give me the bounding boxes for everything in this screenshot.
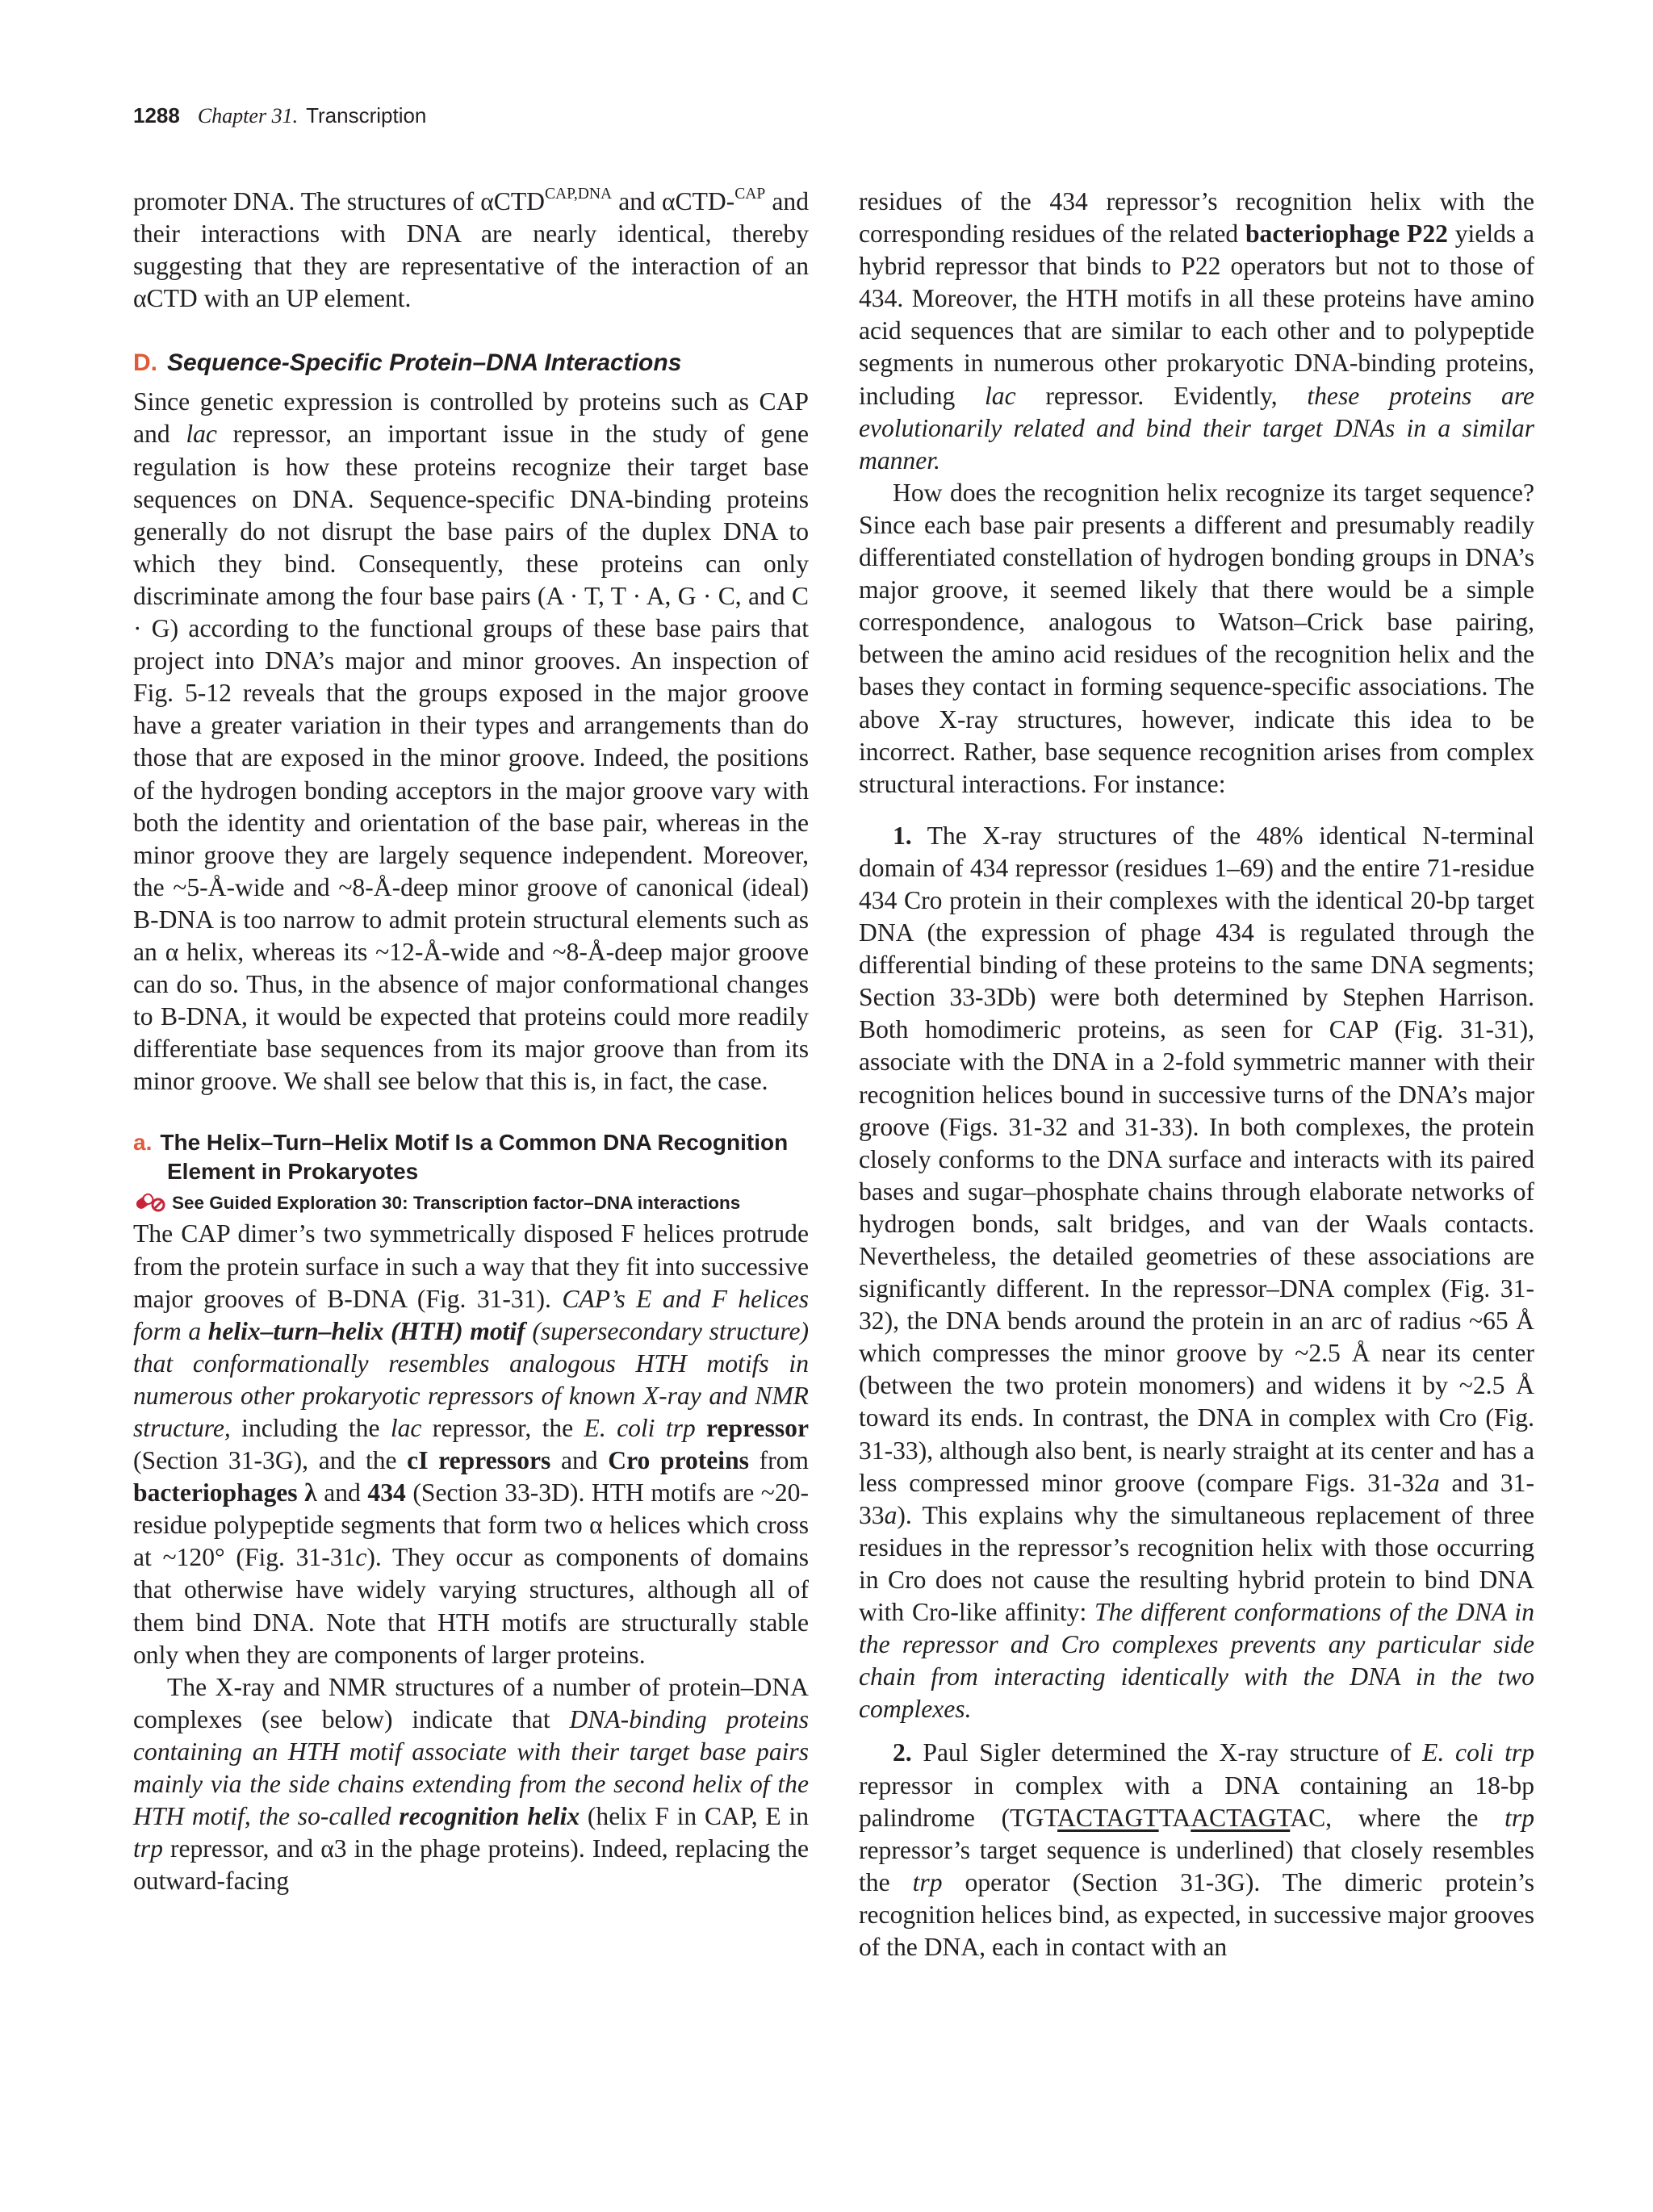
left-column: [133, 186, 809, 1897]
paragraph-recognition-helix: The X-ray and NMR structures of a number of protein–DNA complexes (see below) indicate that DNA-binding proteins containing an HTH motif associate with their target base pairs mainly via the side chains extending from the second helix of the HTH motif, the so-called recognition helix (helix F in CAP, E in trp repressor, and α3 in the phage proteins). Indeed, replacing the outward-facing: [133, 1672, 809, 1896]
chapter-label: Chapter 31.: [197, 104, 299, 128]
paragraph-intro: promoter DNA. The structures of αCTD$^{CAP,DNA}$ and αCTD-$^{CAP}$ and their interactions with DNA are nearly identical, thereby suggesting that they are representative of the interaction of an αCTD with an UP element.: [133, 186, 809, 313]
subsection-heading-a: a. The Helix–Turn–Helix Motif Is a Common DNA Recognition Element in Prokaryotes: [133, 1130, 789, 1185]
guided-exploration-icon: [133, 1190, 165, 1214]
paragraph-sequence-specific: Since genetic expression is controlled by proteins such as CAP and lac repressor, an important issue in the study of gene regulation is how these proteins recognize their target base sequences on DNA. Sequence-specific DNA-binding proteins generally do not disrupt the base pairs of the duplex DNA to which they bind. Consequently, these proteins can only discriminate among the four base pairs (A · T, T · A, G · C, and C · G) according to the functional groups of these base pairs that project into DNA’s major and minor grooves. An inspection of Fig. 5-12 reveals that the groups exposed in the major groove have a greater variation in their types and arrangements than do those that are exposed in the minor groove. Indeed, the positions of the hydrogen bonding acceptors in the major groove vary with both the identity and orientation of the base pair, whereas in the minor groove they are largely sequence independent. Moreover, the ~5-Å-wide and ~8-Å-deep minor groove of canonical (ideal) B-DNA is too narrow to admit protein structural elements such as an α helix, whereas its ~12-Å-wide and ~8-Å-deep major groove can do so. Thus, in the absence of major conformational changes to B-DNA, it would be expected that proteins could more readily differentiate base sequences from its major groove than from its minor groove. We shall see below that this is, in fact, the case.: [133, 387, 809, 1096]
guided-exploration-link[interactable]: See Guided Exploration 30: Transcription factor–DNA interactions: [133, 1190, 809, 1216]
section-heading-d: D. Sequence-Specific Protein–DNA Interactions: [133, 349, 682, 377]
list-item-1: 1. The X-ray structures of the 48% identical N-terminal domain of 434 repressor (residues 1–69) and the entire 71-residue 434 Cro protein in their complexes with the identical 20-bp target DNA (the expression of phage 434 is regulated through the differential binding of these proteins to the same DNA segments; Section 33-3Db) were both determined by Stephen Harrison. Both homodimeric proteins, as seen for CAP (Fig. 31-31), associate with the DNA in a 2-fold symmetric manner with their recognition helices bound in successive turns of the DNA’s major groove (Figs. 31-32 and 31-33). In both complexes, the protein closely conforms to the DNA surface and interacts with its paired bases and sugar–phosphate chains through elaborate networks of hydrogen bonds, salt bridges, and van der Waals contacts. Nevertheless, the detailed geometries of these associations are significantly different. In the repressor–DNA complex (Fig. 31-32), the DNA bends around the protein in an arc of radius ~65 Å which compresses the minor groove by ~2.5 Å near its center (between the two protein monomers) and widens it by ~2.5 Å toward its ends. In contrast, the DNA in complex with Cro (Fig. 31-33), although also bent, is nearly straight at its center and has a less compressed minor groove (compare Figs. 31-32a and 31-33a). This explains why the simultaneous replacement of three residues in the repressor’s recognition helix with those occurring in Cro does not cause the resulting hybrid protein to bind DNA with Cro-like affinity: The different conformations of the DNA in the repressor and Cro complexes prevents any particular side chain from interacting identically with the DNA in the two complexes.: [859, 821, 1535, 1724]
list-item-2: 2. Paul Sigler determined the X-ray structure of E. coli trp repressor in complex with a DNA containing an 18-bp palindrome (TGTACTAGTTAACTAGTAC, where the trp repressor’s target sequence is underlined) that closely resembles the trp operator (Section 31-3G). The dimeric protein’s recognition helices bind, as expected, in successive major grooves of the DNA, each in contact with an: [859, 1738, 1535, 1961]
paragraph-hth-motif: The CAP dimer’s two symmetrically disposed F helices protrude from the protein surface in such a way that they fit into successive major grooves of B-DNA (Fig. 31-31). CAP’s E and F helices form a helix–turn–helix (HTH) motif (supersecondary structure) that conformationally resembles analogous HTH motifs in numerous other prokaryotic repressors of known X-ray and NMR structure, including the lac repressor, the E. coli trp repressor (Section 31-3G), and the cI repressors and Cro proteins from bacteriophages λ and 434 (Section 33-3D). HTH motifs are ~20-residue polypeptide segments that form two α helices which cross at ~120° (Fig. 31-31c). They occur as components of domains that otherwise have widely varying structures, although all of them bind DNA. Note that HTH motifs are structurally stable only when they are components of larger proteins.: [133, 1219, 810, 1669]
page-number: 1288: [133, 103, 180, 128]
paragraph-recognition-question: How does the recognition helix recognize its target sequence? Since each base pair presents a different and presumably readily differentiated constellation of hydrogen bonding groups in DNA’s major groove, it seemed likely that there would be a simple correspondence, analogous to Watson–Crick base pairing, between the amino acid residues of the recognition helix and the bases they contact in forming sequence-specific associations. The above X-ray structures, however, indicate this idea to be incorrect. Rather, base sequence recognition arises from complex structural interactions. For instance:: [859, 478, 1534, 798]
running-header: [133, 103, 426, 128]
right-column: [859, 186, 1534, 1963]
chapter-title: Transcription: [306, 103, 427, 128]
paragraph-hybrid-repressor: residues of the 434 repressor’s recognition helix with the corresponding residues of the related bacteriophage P22 yields a hybrid repressor that binds to P22 operators but not to those of 434. Moreover, the HTH motifs in all these proteins have amino acid sequences that are similar to each other and to polypeptide segments in numerous other prokaryotic DNA-binding proteins, including lac repressor. Evidently, these proteins are evolutionarily related and bind their target DNAs in a similar manner.: [859, 187, 1534, 475]
